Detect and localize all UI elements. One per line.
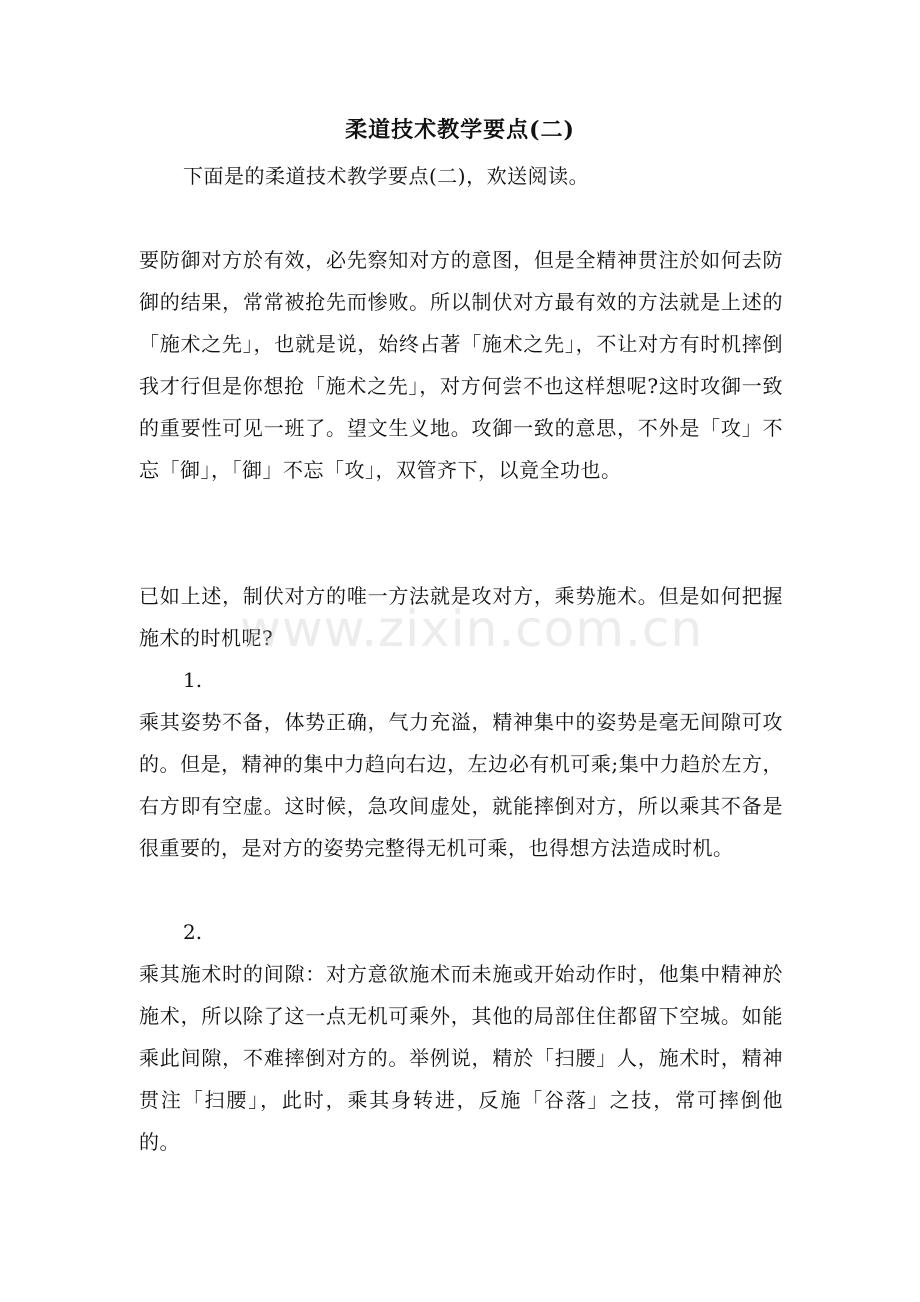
body-paragraph-1: 要防御对方於有效，必先察知对方的意图，但是全精神贯注於如何去防御的结果，常常被抢先而惨败。所以制伏对方最有效的方法就是上述的「施术之先」，也就是说，始终占著「施术之先」，不让对方有时机摔倒我才行但是你想抢「施术之先」，对方何尝不也这样想呢?这时攻御一致的重要性可见一班了。望文生义地。攻御一致的意思，不外是「攻」不忘「御」，「御」不忘「攻」，双管齐下，以竟全功也。 — [139, 248, 783, 482]
list-item-text-2: 乘其施术时的间隙：对方意欲施术而未施或开始动作时，他集中精神於施术，所以除了这一点无机可乘外，其他的局部住住都留下空城。如能乘此间隙，不难摔倒对方的。举例说，精於「扫腰」人，施术时，精神贯注「扫腰」，此时，乘其身转进，反施「谷落」之技，常可摔倒他的。 — [139, 962, 783, 1154]
list-item-number-2: 2. — [183, 920, 203, 944]
intro-paragraph: 下面是的柔道技术教学要点(二)，欢送阅读。 — [183, 164, 590, 188]
list-item-number-1: 1. — [183, 668, 203, 692]
body-paragraph-2: 已如上述，制伏对方的唯一方法就是攻对方，乘势施术。但是如何把握施术的时机呢? — [139, 584, 783, 650]
list-item-text-1: 乘其姿势不备，体势正确，气力充溢，精神集中的姿势是毫无间隙可攻的。但是，精神的集中力趋向右边，左边必有机可乘;集中力趋於左方，右方即有空虚。这时候，急攻间虚处，就能摔倒对方，所以乘其不备是很重要的，是对方的姿势完整得无机可乘，也得想方法造成时机。 — [139, 710, 783, 860]
watermark: www.zixin.com.cn — [240, 600, 704, 658]
document-title: 柔道技术教学要点(二) — [345, 117, 575, 143]
